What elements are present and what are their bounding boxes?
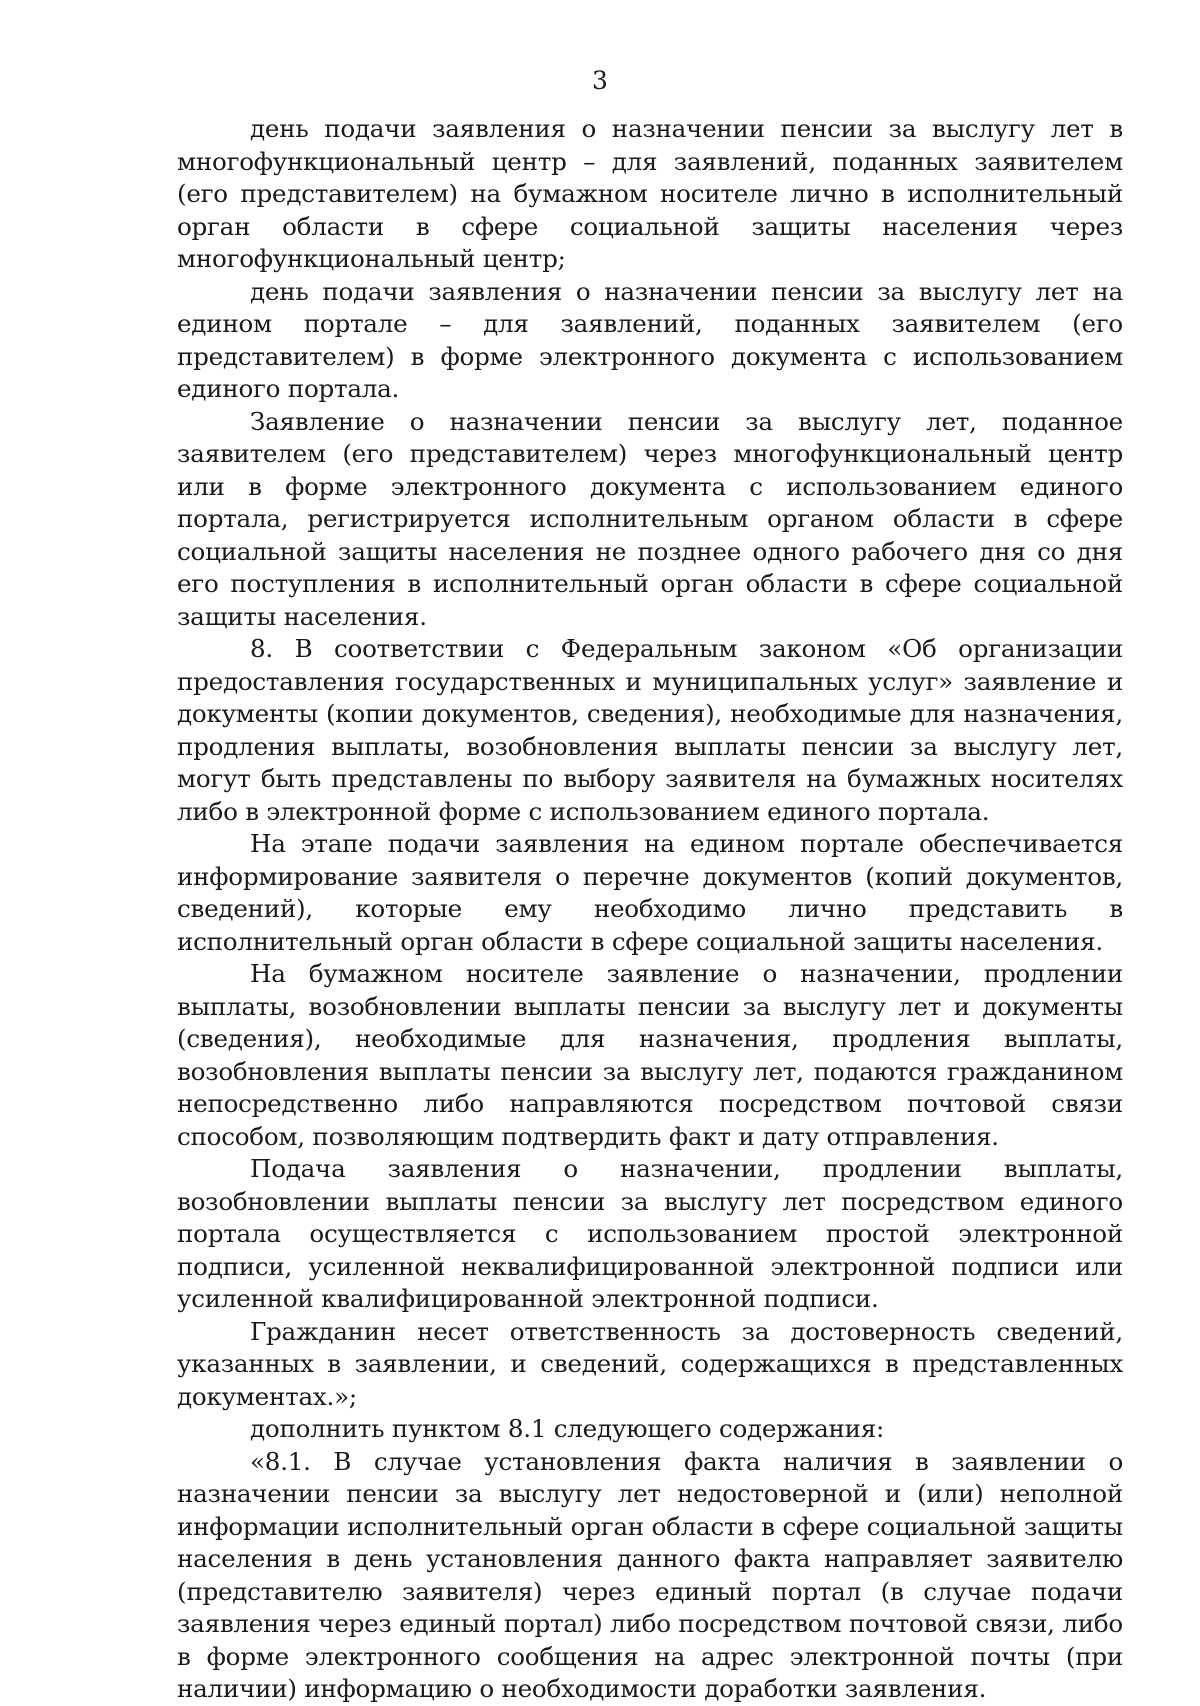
paragraph-item-8-1: «8.1. В случае установления факта наличия в заявлении о назначении пенсии за выслугу лет недостоверной и (или) неполной информации исполнительный орган области в сфере социальной защиты населения в день установления данного факта направляет заявителю (представителю заявителя) через единый портал (в случае подачи заявления через единый портал) либо посредством почтовой связи, либо в форме электронного сообщения на адрес электронной почты (при наличии) информацию о необходимости доработки заявления. [177,1446,1123,1703]
document-body [177,113,1123,1706]
paragraph-responsibility: Гражданин несет ответственность за достоверность сведений, указанных в заявлении, и сведений, содержащихся в представленных документах.»; [177,1316,1123,1411]
paragraph-portal-informing: На этапе подачи заявления на едином портале обеспечивается информирование заявителя о перечне документов (копий документов, сведений), которые ему необходимо лично представить в исполнительный орган области в сфере социальной защиты населения. [177,829,1123,956]
paragraph-electronic-signature: Подача заявления о назначении, продлении выплаты, возобновлении выплаты пенсии за выслугу лет посредством единого портала осуществляется с использованием простой электронной подписи, усиленной неквалифицированной электронной подписи или усиленной квалифицированной электронной подписи. [177,1154,1123,1313]
page-number: 3 [592,66,608,95]
paragraph-registration: Заявление о назначении пенсии за выслугу лет, поданное заявителем (его представителем) через многофункциональный центр или в форме электронного документа с использованием единого портала, регистрируется исполнительным органом области в сфере социальной защиты населения не позднее одного рабочего дня со дня его поступления в исполнительный орган области в сфере социальной защиты населения. [177,406,1123,631]
paragraph-add-item-8-1: дополнить пунктом 8.1 следующего содержания: [250,1414,885,1443]
paragraph-paper-submission: На бумажном носителе заявление о назначении, продлении выплаты, возобновлении выплаты пенсии за выслугу лет и документы (сведения), необходимые для назначения, продления выплаты, возобновления выплаты пенсии за выслугу лет, подаются гражданином непосредственно либо направляются посредством почтовой связи способом, позволяющим подтвердить факт и дату отправления. [177,959,1123,1151]
paragraph-submission-day-portal: день подачи заявления о назначении пенсии за выслугу лет на едином портале – для заявлений, поданных заявителем (его представителем) в форме электронного документа с использованием единого портала. [177,276,1123,403]
paragraph-item-8: 8. В соответствии с Федеральным законом «Об организации предоставления государственных и муниципальных услуг» заявление и документы (копии документов, сведения), необходимые для назначения, продления выплаты, возобновления выплаты пенсии за выслугу лет, могут быть представлены по выбору заявителя на бумажных носителях либо в электронной форме с использованием единого портала. [177,634,1123,826]
paragraph-submission-day-mfc: день подачи заявления о назначении пенсии за выслугу лет в многофункциональный центр – для заявлений, поданных заявителем (его представителем) на бумажном носителе лично в исполнительный орган области в сфере социальной защиты населения через многофункциональный центр; [177,114,1123,273]
